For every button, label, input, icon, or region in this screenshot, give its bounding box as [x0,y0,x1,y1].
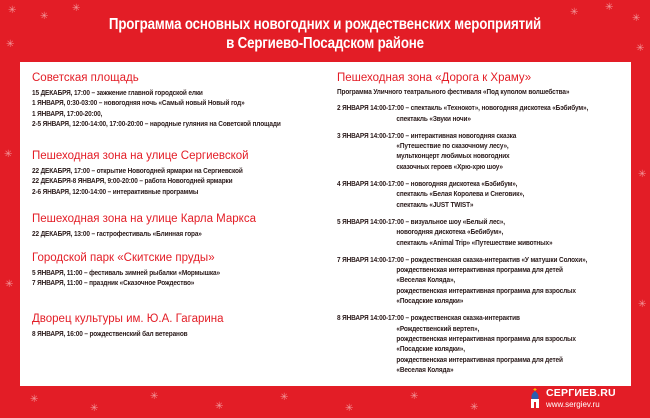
program-panel [20,62,631,386]
event-continuation: новогодняя дискотека «Бебибум», [396,227,504,237]
event-line: 7 ЯНВАРЯ 14:00-17:00 – рождественская сказка-интерактив «У матушки Солохи», [337,254,588,264]
snowflake-decor-7: ✳ [6,39,15,50]
event-block [337,103,627,124]
event-block [337,131,627,172]
event-continuation: «Посадские колядки», [396,344,465,354]
event-block [337,255,627,306]
snowflake-decor-6: ✳ [632,13,641,24]
event-continuation: «Посадские колядки» [396,296,464,306]
event-continuation: рождественская интерактивная программа для детей [396,265,563,275]
festival-intro: Программа Уличного театрального фестиваля «Под куполом волшебства» [337,87,570,96]
snowflake-decor-12: ✳ [638,299,647,310]
page-title [46,15,605,53]
snowflake-decor-4: ✳ [570,7,579,18]
event-line: 3 ЯНВАРЯ 14:00-17:00 – интерактивная новогодняя сказка [337,130,517,140]
snowflake-decor-2: ✳ [40,11,49,22]
snowflake-decor-8: ✳ [636,43,645,54]
snowflake-decor-16: ✳ [215,401,224,412]
logo-site: www.sergiev.ru [546,400,600,409]
event-continuation: спектакль «Animal Trip» «Путешествие животных» [396,237,553,247]
event-continuation: рождественская интерактивная программа для взрослых [396,333,576,343]
sergiev-logo[interactable] [528,387,646,413]
event-line: 1 ЯНВАРЯ, 0:30-03:00 – новогодняя ночь «Самый новый Новый год» [32,98,245,108]
event-line: 8 ЯНВАРЯ 14:00-17:00 – рождественская сказка-интерактив [337,313,520,323]
event-continuation: «Путешествие по сказочному лесу», [396,141,509,151]
section-heading: Пешеходная зона на улице Карла Маркса [32,213,256,225]
event-line: 1 ЯНВАРЯ, 17:00-20:00, [32,108,103,118]
snowflake-decor-11: ✳ [5,279,14,290]
section-gagarin [32,312,322,339]
event-continuation: «Веселая Коляда» [396,364,454,374]
event-line: 5 ЯНВАРЯ, 11:00 – фестиваль зимней рыбалки «Мормышка» [32,268,220,277]
event-line: 4 ЯНВАРЯ 14:00-17:00 – новогодняя дискотека «Бэбибум», [337,179,518,189]
snowflake-decor-3: ✳ [72,3,81,14]
snowflake-decor-14: ✳ [90,403,99,414]
event-continuation: сказочных героев «Хрю-хрю шоу» [396,161,503,171]
snowflake-decor-15: ✳ [150,391,159,402]
title-line-2: в Сергиево-Посадском районе [226,35,424,52]
title-line-1: Программа основных новогодних и рождественских мероприятий [108,16,542,33]
event-line: 5 ЯНВАРЯ 14:00-17:00 – визуальное шоу «Белый лес», [337,216,505,226]
snowflake-decor-20: ✳ [470,402,479,413]
snowflake-decor-9: ✳ [4,149,13,160]
event-block [337,179,627,210]
section-karla-marksa [32,212,322,239]
event-line: 22 ДЕКАБРЯ, 13:00 – гастрофестиваль «Блинная гора» [32,229,202,238]
event-continuation: «Веселая Коляда», [396,275,456,285]
snowflake-decor-19: ✳ [410,391,419,402]
snowflake-decor-17: ✳ [280,392,289,403]
event-continuation: спектакль «Звуки ночи» [396,113,471,123]
event-block [337,313,627,375]
event-line: 15 ДЕКАБРЯ, 17:00 – зажжение главной городской елки [32,88,203,97]
section-doroga-k-hramu [337,71,627,378]
lavra-dome-icon [528,388,542,410]
snowflake-decor-1: ✳ [8,5,17,16]
snowflake-decor-18: ✳ [345,403,354,414]
event-continuation: рождественская интерактивная программа для детей [396,354,563,364]
event-line: 2-6 ЯНВАРЯ, 12:00-14:00 – интерактивные программы [32,186,199,196]
event-continuation: «Рождественский вертеп», [396,323,480,333]
event-continuation: рождественская интерактивная программа для взрослых [396,285,576,295]
section-heading: Пешеходная зона «Дорога к Храму» [337,72,532,84]
section-heading: Дворец культуры им. Ю.А. Гагарина [32,313,224,325]
logo-name: СЕРГИЕВ.RU [546,387,616,399]
section-heading: Городской парк «Скитские пруды» [32,252,215,264]
snowflake-decor-5: ✳ [605,2,614,13]
event-continuation: спектакль «Белая Королева и Снеговик», [396,189,525,199]
event-line: 22 ДЕКАБРЯ-8 ЯНВАРЯ, 9:00-20:00 – работа Новогодней ярмарки [32,176,233,186]
event-line: 2 ЯНВАРЯ 14:00-17:00 – спектакль «Технокот», новогодняя дискотека «Бэбибум», [337,103,589,113]
event-line: 8 ЯНВАРЯ, 16:00 – рождественский бал ветеранов [32,329,188,338]
section-heading: Пешеходная зона на улице Сергиевской [32,150,249,162]
event-continuation: спектакль «JUST TWIST» [396,199,474,209]
section-heading: Советская площадь [32,72,139,84]
snowflake-decor-13: ✳ [30,394,39,405]
section-sovetskaya [32,71,322,129]
event-block [337,217,627,248]
section-skitskie-prudy [32,251,322,289]
section-sergievskaya [32,149,322,197]
event-line: 22 ДЕКАБРЯ, 17:00 – открытие Новогодней ярмарки на Сергиевской [32,166,243,175]
event-continuation: мультконцерт любимых новогодних [396,151,510,161]
event-line: 7 ЯНВАРЯ, 11:00 – праздник «Сказочное Рождество» [32,278,195,288]
event-line: 2-5 ЯНВАРЯ, 12:00-14:00, 17:00-20:00 – народные гуляния на Советской площади [32,118,281,128]
snowflake-decor-10: ✳ [638,169,647,180]
